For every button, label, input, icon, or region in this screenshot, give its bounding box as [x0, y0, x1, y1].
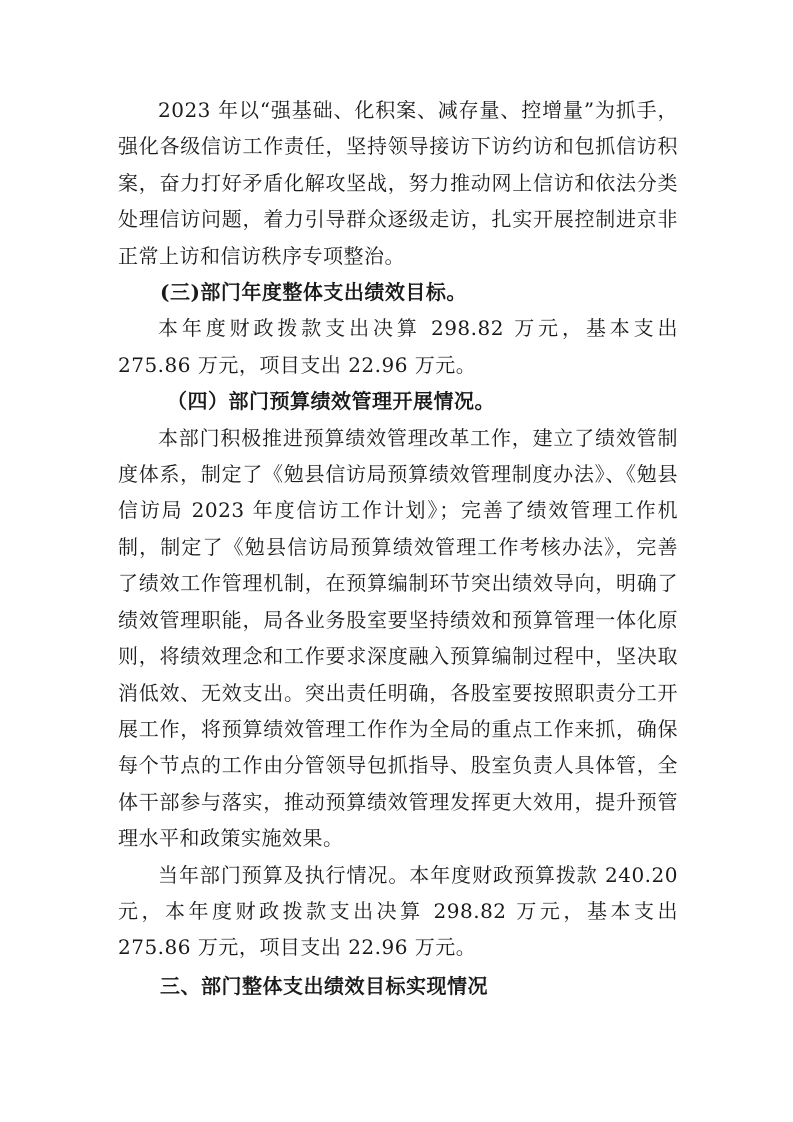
document-page [118, 92, 678, 1004]
paragraph-petition-work: 2023 年以“强基础、化积案、减存量、控增量”为抓手，强化各级信访工作责任，坚持领导接访下访约访和包抓信访积案，奋力打好矛盾化解攻坚战，努力推动网上信访和依法分类处理信访问题，着力引导群众逐级走访，扎实开展控制进京非正常上访和信访秩序专项整治。 [118, 98, 678, 268]
paragraph-budget-execution: 当年部门预算及执行情况。本年度财政预算拨款 240.20 元，本年度财政拨款支出决算 298.82 万元，基本支出 275.86 万元，项目支出 22.96 万元。 [118, 862, 678, 960]
heading-performance-management: （四）部门预算绩效管理开展情况。 [167, 389, 495, 414]
section-heading-goal-achievement: 三、部门整体支出绩效目标实现情况 [160, 973, 488, 998]
paragraph-performance-reform: 本部门积极推进预算绩效管理改革工作，建立了绩效管制度体系，制定了《勉县信访局预算绩效管理制度办法》、《勉县信访局 2023 年度信访工作计划》；完善了绩效管理工作机制，制定了《勉县信访局预算绩效管理工作考核办法》，完善了绩效工作管理机制，在预算编制环节突出绩效导向，明确了绩效管理职能，局各业务股室要坚持绩效和预算管理一体化原则，将绩效理念和工作要求深度融入预算编制过程中，坚决取消低效、无效支出。突出责任明确，各股室要按照职责分工开展工作，将预算绩效管理工作作为全局的重点工作来抓，确保每个节点的工作由分管领导包抓指导、股室负责人具体管，全体干部参与落实，推动预算绩效管理发挥更大效用，提升预管理水平和政策实施效果。 [118, 425, 678, 851]
paragraph-expenditure-figures: 本年度财政拨款支出决算 298.82 万元，基本支出 275.86 万元，项目支出 22.96 万元。 [118, 316, 678, 377]
heading-annual-expenditure-goal: (三)部门年度整体支出绩效目标。 [160, 280, 467, 305]
